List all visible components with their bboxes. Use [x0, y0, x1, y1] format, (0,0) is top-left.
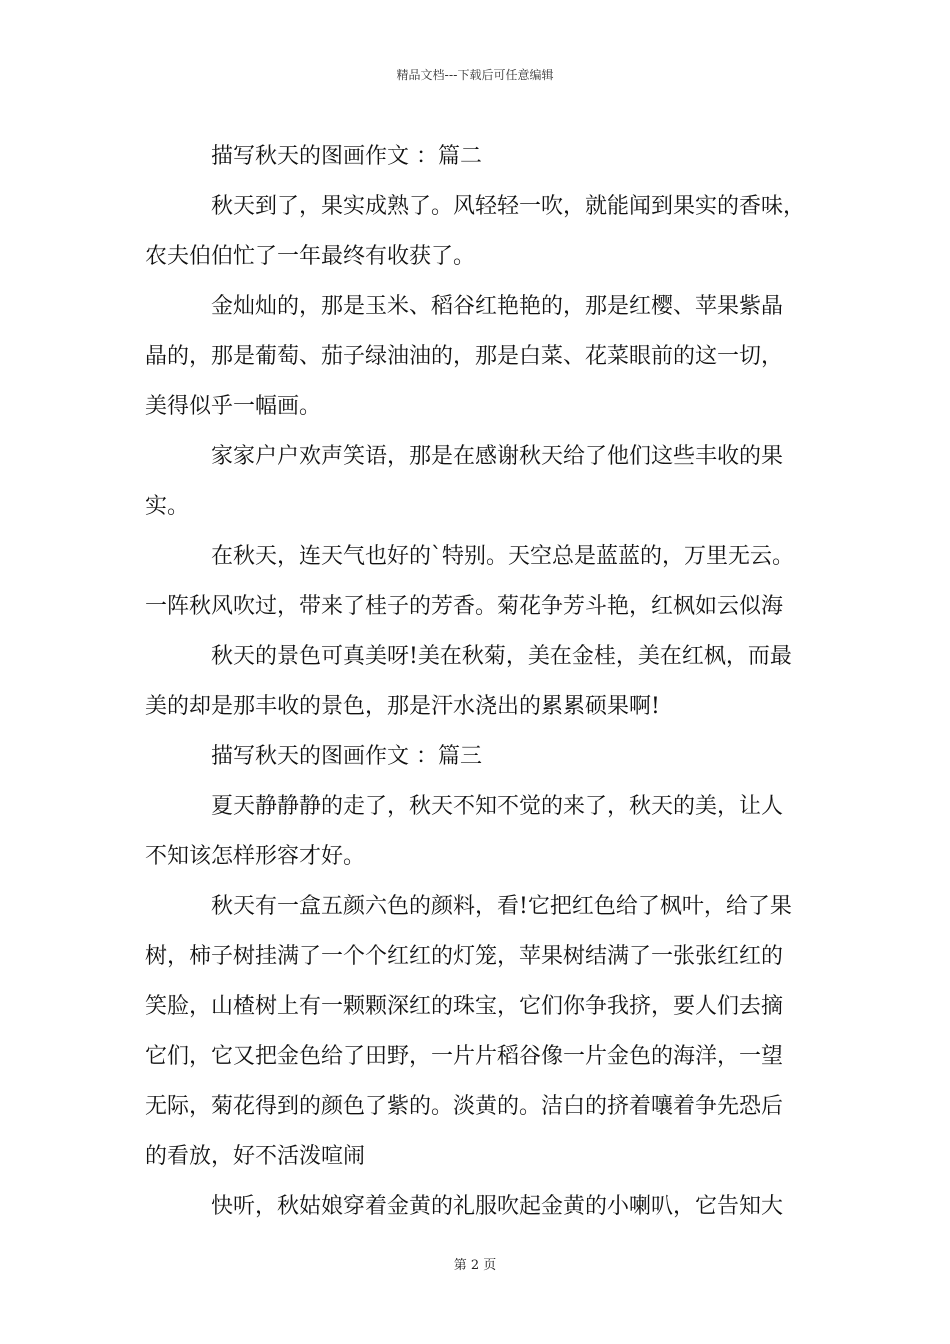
paragraph-line: 无际，菊花得到的颜色了紫的。淡黄的。洁白的挤着嚷着争先恐后: [145, 1094, 784, 1119]
paragraph-line: 农夫伯伯忙了一年最终有收获了。: [145, 244, 476, 269]
paragraph-line: 不知该怎样形容才好。: [145, 844, 366, 869]
paragraph-line: 美的却是那丰收的景色，那是汗水浇出的累累硕果啊!: [145, 694, 660, 719]
page-header: 精品文档---下载后可任意编辑: [396, 68, 554, 82]
section-title-2: 描写秋天的图画作文 ：篇二: [211, 144, 482, 169]
paragraph-line: 夏天静静静的走了，秋天不知不觉的来了，秋天的美，让人: [211, 794, 784, 819]
paragraph-line: 的看放，好不活泼喧闹: [145, 1144, 366, 1169]
document-body: [145, 132, 807, 1232]
paragraph-line: 晶的，那是葡萄、茄子绿油油的，那是白菜、花菜眼前的这一切，: [145, 344, 784, 369]
paragraph-line: 一阵秋风吹过，带来了桂子的芳香。菊花争芳斗艳，红枫如云似海: [145, 594, 784, 619]
paragraph-line: 金灿灿的，那是玉米、稻谷红艳艳的，那是红樱、苹果紫晶: [211, 294, 784, 319]
paragraph-line: 在秋天，连天气也好的`特别。天空总是蓝蓝的，万里无云。: [211, 544, 795, 569]
paragraph-line: 秋天到了，果实成熟了。风轻轻一吹，就能闻到果实的香味，: [211, 194, 806, 219]
paragraph-line: 快听，秋姑娘穿着金黄的礼服吹起金黄的小喇叭，它告知大: [211, 1194, 784, 1219]
page-number: 第 2 页: [453, 1258, 497, 1273]
paragraph-line: 秋天有一盒五颜六色的颜料，看!它把红色给了枫叶，给了果: [211, 894, 792, 919]
paragraph-line: 家家户户欢声笑语，那是在感谢秋天给了他们这些丰收的果: [211, 444, 784, 469]
paragraph-line: 实。: [145, 494, 190, 519]
paragraph-line: 它们，它又把金色给了田野，一片片稻谷像一片金色的海洋，一望: [145, 1044, 784, 1069]
section-title-3: 描写秋天的图画作文 ：篇三: [211, 744, 482, 769]
paragraph-line: 笑脸，山楂树上有一颗颗深红的珠宝，它们你争我挤，要人们去摘: [145, 994, 784, 1019]
paragraph-line: 美得似乎一幅画。: [145, 394, 322, 419]
paragraph-line: 树，柿子树挂满了一个个红红的灯笼，苹果树结满了一张张红红的: [145, 944, 784, 969]
paragraph-line: 秋天的景色可真美呀!美在秋菊，美在金桂，美在红枫，而最: [211, 644, 792, 669]
